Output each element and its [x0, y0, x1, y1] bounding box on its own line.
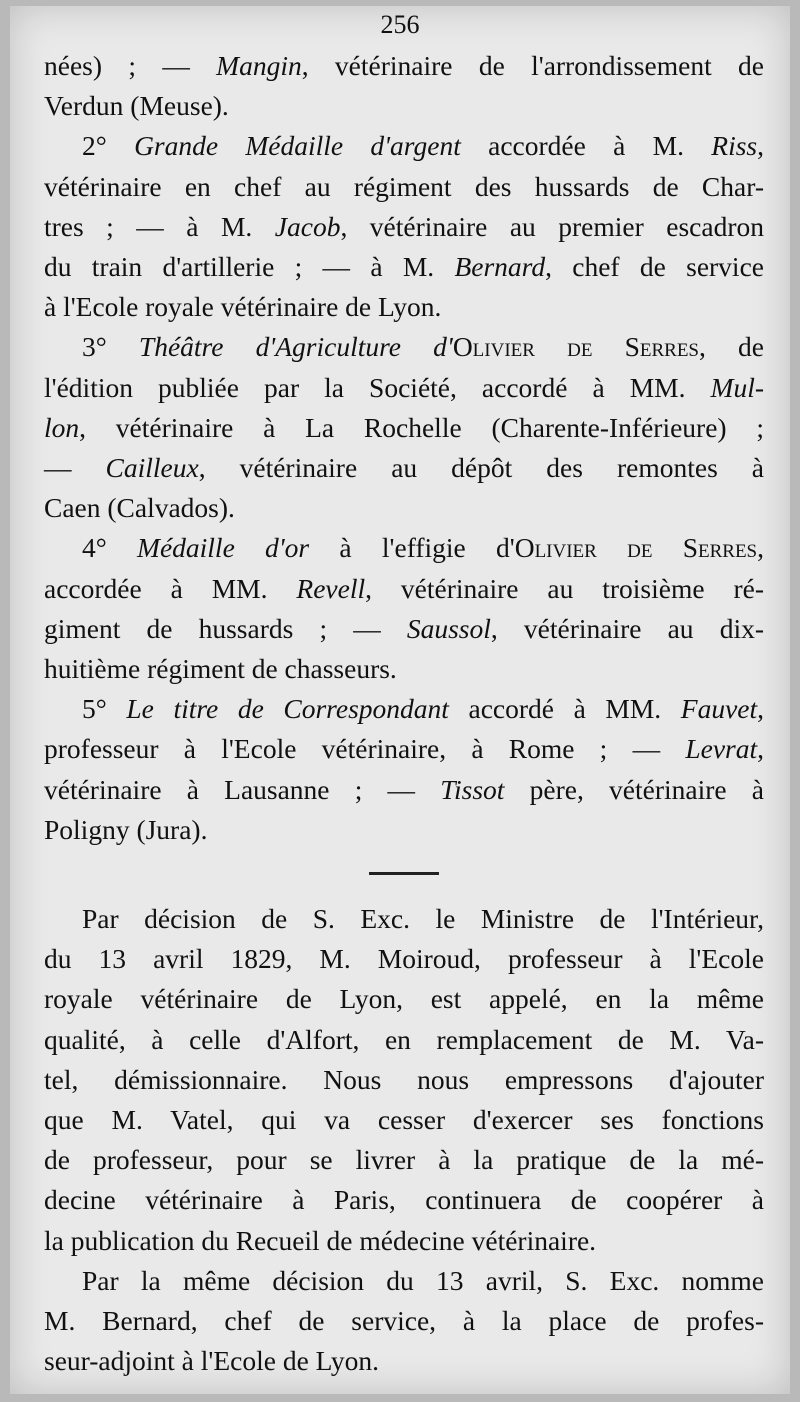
text-line [44, 1341, 764, 1381]
text-segment: Jacob [274, 210, 341, 242]
text-segment: vétérinaire à Lausanne ; — [44, 773, 441, 805]
text-segment: , chef de service [545, 251, 764, 283]
text-segment: Caen (Calvados). [44, 492, 235, 524]
text-segment: , [757, 532, 764, 564]
text-line [44, 448, 764, 488]
text-line [44, 1180, 764, 1220]
text-line [44, 569, 764, 609]
text-line [44, 488, 764, 528]
text-line [44, 649, 764, 689]
text-segment: Mul- [710, 371, 764, 403]
text-segment: père, vétérinaire à [504, 773, 764, 805]
text-segment: M. Bernard, chef de service, à la place de profes- [44, 1305, 764, 1337]
text-segment: Revell [296, 572, 366, 604]
text-segment: Fauvet [680, 693, 758, 725]
text-segment: 5° [82, 693, 127, 725]
text-line [44, 126, 764, 166]
text-segment: l'édition publiée par la Société, accordé à MM. [44, 371, 711, 403]
text-segment: du 13 avril 1829, M. Moiroud, professeur à l'Ecole [44, 943, 764, 975]
text-segment: du train d'artillerie ; — à M. [44, 251, 455, 283]
text-line [44, 770, 764, 810]
text-segment: Mangin [216, 50, 302, 81]
page-number: 256 [380, 10, 420, 39]
text-segment: Riss [711, 130, 758, 162]
text-segment: à l'effigie d' [309, 532, 515, 564]
text-segment: Verdun (Meuse). [44, 90, 229, 122]
text-line [44, 86, 764, 126]
text-segment: Cailleux [105, 452, 199, 484]
text-segment: accordée à M. [460, 130, 712, 162]
text-segment: Grande Médaille d'argent [134, 130, 461, 162]
text-line [44, 979, 764, 1019]
text-segment: à l'Ecole royale vétérinaire de Lyon. [44, 291, 442, 323]
book-page [10, 6, 790, 1394]
text-line [44, 408, 764, 448]
text-segment: , vétérinaire au dix- [490, 612, 764, 644]
text-segment: , [757, 130, 764, 162]
text-line [44, 729, 764, 769]
text-line [44, 689, 764, 729]
text-segment: Médaille d'or [137, 532, 310, 564]
body-text [44, 46, 764, 1382]
text-segment: de professeur, pour se livrer à la pratique de la mé- [44, 1144, 764, 1176]
text-line [44, 609, 764, 649]
text-segment: , vétérinaire au premier escadron [340, 210, 764, 242]
text-segment: , vétérinaire au troisième ré- [365, 572, 764, 604]
text-line [44, 1301, 764, 1341]
text-segment: , [757, 693, 764, 725]
text-segment: accordé à MM. [448, 693, 681, 725]
text-segment: , de [699, 331, 765, 363]
text-segment: nées) ; — [44, 50, 217, 81]
text-segment: , vétérinaire à La Rochelle (Charente-Inférieure) ; [79, 411, 764, 443]
text-line [44, 46, 764, 86]
text-segment: Le titre de Correspondant [126, 693, 449, 725]
text-line [44, 327, 764, 367]
text-segment: huitième régiment de chasseurs. [44, 653, 397, 685]
text-line [44, 899, 764, 939]
text-segment: Levrat [685, 733, 758, 765]
text-segment: vétérinaire en chef au régiment des hussards de Char- [44, 170, 764, 202]
text-line [44, 368, 764, 408]
text-segment: Olivier de Serres [452, 331, 700, 363]
text-segment: decine vétérinaire à Paris, continuera de coopérer à [44, 1184, 764, 1216]
text-segment: professeur à l'Ecole vétérinaire, à Rome ; — [44, 733, 686, 765]
text-segment: tres ; — à M. [44, 210, 275, 242]
text-segment: Par décision de S. Exc. le Ministre de l'Intérieur, [82, 903, 764, 935]
text-line [44, 810, 764, 850]
text-segment: , [757, 733, 764, 765]
text-segment: giment de hussards ; — [44, 612, 407, 644]
text-segment: , vétérinaire au dépôt des remontes à [198, 452, 765, 484]
text-line [44, 1261, 764, 1301]
text-segment: Théâtre d'Agriculture d' [138, 331, 453, 363]
text-segment: la publication du Recueil de médecine vétérinaire. [44, 1224, 597, 1256]
text-segment: lon [44, 411, 80, 443]
text-line [44, 1221, 764, 1261]
text-line [44, 207, 764, 247]
text-segment: que M. Vatel, qui va cesser d'exercer ses fonctions [44, 1104, 764, 1136]
text-line [44, 1100, 764, 1140]
text-segment: Saussol [406, 612, 491, 644]
text-line [44, 1140, 764, 1180]
text-segment: 4° [82, 532, 138, 564]
text-segment: Olivier de Serres [514, 532, 758, 564]
text-segment: seur-adjoint à l'Ecole de Lyon. [44, 1345, 380, 1377]
text-segment: Tissot [440, 773, 505, 805]
text-segment: 3° [82, 331, 139, 363]
text-line [44, 247, 764, 287]
text-segment: 2° [82, 130, 135, 162]
text-segment: — [44, 452, 106, 484]
text-segment: accordée à MM. [44, 572, 297, 604]
text-line [44, 167, 764, 207]
text-line [44, 1020, 764, 1060]
text-segment: royale vétérinaire de Lyon, est appelé, en la même [44, 983, 764, 1015]
text-segment: Poligny (Jura). [44, 813, 208, 845]
text-segment: tel, démissionnaire. Nous nous empressons d'ajouter [44, 1063, 764, 1095]
text-line [44, 939, 764, 979]
section-divider [369, 872, 439, 875]
text-line [44, 528, 764, 568]
text-segment: Bernard [454, 251, 546, 283]
text-line [44, 1060, 764, 1100]
text-line [44, 287, 764, 327]
text-segment: , vétérinaire de l'arrondissement de [301, 50, 764, 81]
text-segment: qualité, à celle d'Alfort, en remplacement de M. Va- [44, 1023, 764, 1055]
text-segment: Par la même décision du 13 avril, S. Exc. nomme [82, 1264, 764, 1296]
